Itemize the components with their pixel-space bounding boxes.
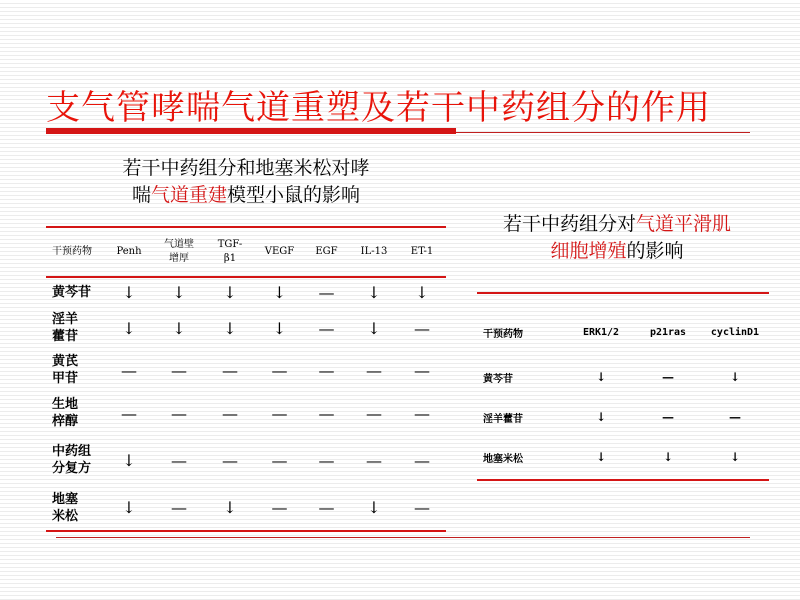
left-header-wall-thickening: 气道壁 增厚 — [154, 227, 204, 277]
table-cell: — — [318, 318, 335, 338]
table-cell: — — [121, 403, 137, 423]
table-cell: ↓ — [595, 450, 607, 464]
title-underline-bar — [46, 128, 456, 134]
right-header-p21ras: p21ras — [649, 326, 687, 338]
right-caption-line1 — [462, 211, 772, 238]
table-row — [46, 349, 446, 391]
table-cell: — — [366, 403, 382, 423]
title-underline-rule — [456, 132, 750, 133]
table-cell: ↓ — [729, 450, 741, 464]
table-cell: ↓ — [415, 283, 429, 302]
table-cell: ↓ — [595, 370, 607, 384]
left-caption-line2-pre: 喘 — [131, 184, 151, 206]
left-header-et1: ET-1 — [398, 227, 446, 277]
table-cell: — — [729, 410, 741, 424]
right-caption-line2-post: 的影响 — [626, 240, 684, 262]
table-cell: ↓ — [729, 370, 741, 384]
left-caption-line2-post: 模型小鼠的影响 — [227, 184, 361, 206]
table-cell: — — [318, 283, 335, 302]
left-header-drug: 干预药物 — [46, 227, 104, 277]
table-cell: ↓ — [122, 450, 136, 470]
table-cell: — — [366, 450, 382, 470]
right-caption-highlight-2: 细胞增殖 — [550, 240, 627, 262]
table-cell: ↓ — [122, 283, 136, 302]
slide-title: 支气管哮喘气道重塑及若干中药组分的作用 — [46, 88, 711, 128]
left-header-tgf-beta1: TGF- β1 — [204, 227, 256, 277]
table-cell: — — [171, 450, 187, 470]
table-cell: — — [662, 370, 674, 384]
row-drug-name: 黄芪 甲苷 — [52, 354, 79, 386]
table-row — [46, 277, 446, 307]
table-cell: — — [222, 403, 238, 423]
table-cell: ↓ — [367, 498, 381, 517]
right-table-header-row — [477, 293, 769, 370]
table-cell: ↓ — [272, 318, 287, 338]
table-cell: — — [414, 498, 430, 517]
table-row — [477, 410, 769, 450]
left-caption-highlight: 气道重建 — [150, 184, 227, 206]
table-cell: — — [171, 403, 187, 423]
table-cell: — — [318, 498, 335, 517]
row-drug-name: 淫羊藿苷 — [483, 414, 523, 425]
table-cell: — — [414, 403, 430, 423]
table-cell: ↓ — [272, 283, 287, 302]
table-row — [477, 450, 769, 480]
right-caption-line1-pre: 若干中药组分对 — [502, 213, 636, 235]
right-caption-highlight-1: 气道平滑肌 — [636, 213, 732, 235]
left-header-il13: IL-13 — [350, 227, 398, 277]
table-cell: — — [662, 410, 674, 424]
table-cell: — — [318, 360, 335, 380]
table-cell: — — [271, 360, 288, 380]
right-header-erk: ERK1/2 — [582, 326, 620, 338]
right-header-drug: 干预药物 — [483, 328, 523, 340]
left-header-egf: EGF — [303, 227, 350, 277]
mouse-model-table — [46, 226, 446, 532]
right-table-caption — [462, 211, 772, 265]
table-cell: ↓ — [662, 450, 674, 464]
left-caption-line1: 若干中药组分和地塞米松对哮 — [122, 157, 370, 179]
table-cell: — — [222, 360, 238, 380]
table-cell: ↓ — [172, 283, 186, 302]
table-cell: — — [414, 318, 430, 338]
right-caption-line2 — [462, 238, 772, 265]
row-drug-name: 黄芩苷 — [483, 374, 513, 385]
table-cell: ↓ — [367, 318, 381, 338]
table-cell: — — [171, 498, 187, 517]
table-row — [477, 370, 769, 410]
row-drug-name: 淫羊 藿苷 — [52, 312, 79, 344]
table-cell: ↓ — [223, 283, 237, 302]
table-cell: ↓ — [367, 283, 381, 302]
bottom-rule — [56, 537, 750, 538]
table-cell: — — [414, 360, 430, 380]
table-cell: — — [318, 403, 335, 423]
table-cell: — — [366, 360, 382, 380]
table-cell: ↓ — [172, 318, 186, 338]
table-cell: — — [414, 450, 430, 470]
table-cell: ↓ — [595, 410, 607, 424]
table-cell: — — [318, 450, 335, 470]
right-header-cyclind1: cyclinD1 — [710, 326, 760, 338]
left-table-header-row — [46, 227, 446, 277]
row-drug-name: 生地 梓醇 — [52, 397, 79, 429]
table-cell: — — [222, 450, 238, 470]
smooth-muscle-table — [477, 292, 769, 481]
table-cell: ↓ — [223, 498, 237, 517]
table-cell: — — [121, 360, 137, 380]
left-table-caption — [46, 155, 446, 209]
table-row — [46, 391, 446, 435]
table-cell: ↓ — [122, 318, 136, 338]
row-drug-name: 中药组 分复方 — [52, 444, 92, 476]
table-cell: ↓ — [122, 498, 136, 517]
table-cell: — — [171, 360, 187, 380]
table-cell: — — [271, 450, 288, 470]
table-cell: — — [271, 403, 288, 423]
left-caption-line2 — [46, 182, 446, 209]
row-drug-name: 地塞 米松 — [52, 491, 79, 524]
table-row — [46, 307, 446, 349]
table-cell: ↓ — [223, 318, 237, 338]
row-drug-name: 地塞米松 — [483, 454, 523, 465]
row-drug-name: 黄芩苷 — [52, 285, 92, 300]
left-header-penh: Penh — [104, 227, 154, 277]
table-row — [46, 485, 446, 531]
left-header-vegf: VEGF — [256, 227, 303, 277]
table-cell: — — [271, 498, 288, 517]
table-row — [46, 435, 446, 485]
